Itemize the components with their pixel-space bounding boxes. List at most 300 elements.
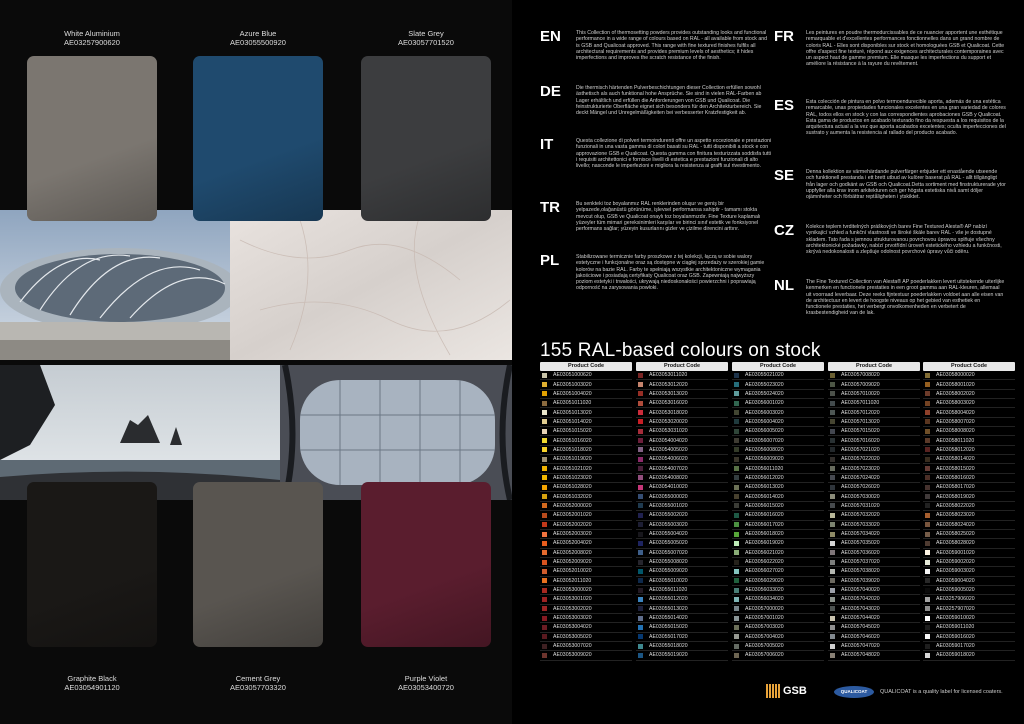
product-code: AE03051015020: [553, 428, 592, 435]
product-code: AE03051003020: [553, 381, 592, 388]
colour-chip: [925, 513, 930, 518]
product-code: AE03056005020: [745, 428, 784, 435]
product-code: AE03057003020: [745, 624, 784, 631]
colour-chip: [542, 653, 547, 658]
product-code: AE03058012020: [936, 446, 975, 453]
product-code: AE03053003020: [553, 615, 592, 622]
product-code: AE03058015020: [936, 465, 975, 472]
product-code: AE03059017020: [936, 643, 975, 650]
product-code: AE03056033020: [745, 587, 784, 594]
table-row: [828, 483, 920, 492]
colour-chip: [925, 429, 930, 434]
product-code: AE03057024020: [841, 474, 880, 481]
product-code: AE03055019020: [649, 652, 688, 659]
table-row: [540, 511, 632, 520]
table-row: [828, 455, 920, 464]
table-row: [732, 530, 824, 539]
colour-chip: [734, 522, 739, 527]
table-row: [828, 586, 920, 595]
product-code: AE03051021020: [553, 465, 592, 472]
table-row: [540, 408, 632, 417]
product-code: AE03058028020: [936, 540, 975, 547]
swatch-graphite-black: [27, 482, 157, 647]
product-code: AE03054007020: [649, 465, 688, 472]
right-page: [512, 0, 1024, 724]
colour-chip: [830, 588, 835, 593]
product-code: AE03055012020: [649, 596, 688, 603]
colour-chip: [830, 606, 835, 611]
table-header: Product Code: [732, 362, 824, 371]
table-header: Product Code: [636, 362, 728, 371]
table-row: [828, 614, 920, 623]
colour-chip: [542, 466, 547, 471]
table-row: [923, 539, 1015, 548]
colour-chip: [734, 606, 739, 611]
table-row: [828, 502, 920, 511]
product-code: AE03052003020: [553, 531, 592, 538]
product-code: AE03057038020: [841, 568, 880, 575]
product-code: AE03058025020: [936, 531, 975, 538]
table-row: [923, 558, 1015, 567]
colour-chip: [925, 401, 930, 406]
product-code: AE03054010020: [649, 484, 688, 491]
table-row: [636, 642, 728, 651]
table-row: [540, 436, 632, 445]
product-code: AE03052004020: [553, 540, 592, 547]
table-row: [923, 567, 1015, 576]
product-code: AE03051019020: [553, 456, 592, 463]
product-code: AE03059001020: [936, 549, 975, 556]
table-row: [828, 492, 920, 501]
qualicoat-block: [834, 686, 1003, 698]
colour-chip: [925, 447, 930, 452]
product-code: AE03053002020: [553, 605, 592, 612]
colour-chip: [638, 522, 643, 527]
colour-chip: [542, 373, 547, 378]
table-row: [636, 511, 728, 520]
table-row: [636, 418, 728, 427]
colour-chip: [542, 401, 547, 406]
colour-chip: [925, 606, 930, 611]
table-row: [636, 586, 728, 595]
colour-chip: [734, 429, 739, 434]
product-code: AE03057026020: [841, 484, 880, 491]
colour-chip: [830, 438, 835, 443]
colour-chip: [925, 410, 930, 415]
table-row: [923, 605, 1015, 614]
product-table-1: [540, 362, 632, 661]
colour-chip: [925, 503, 930, 508]
table-row: [732, 492, 824, 501]
colour-chip: [542, 391, 547, 396]
lang-code-se: SE: [774, 167, 795, 184]
product-code: AE03058001020: [936, 381, 975, 388]
swatch-white-aluminium: [27, 56, 157, 221]
colour-chip: [638, 597, 643, 602]
table-header: Product Code: [828, 362, 920, 371]
colour-chip: [925, 569, 930, 574]
colour-chip: [734, 569, 739, 574]
table-row: [732, 380, 824, 389]
product-code: AE03053012020: [649, 381, 688, 388]
swatch-label-azure-blue: Azure Blue AE03055500920: [230, 29, 286, 47]
product-table-2: [636, 362, 728, 661]
table-row: [732, 427, 824, 436]
lang-text-fr: Les peintures en poudre thermodurcissables de ce nuancier apportent une esthétique remarquable et d'excellentes performances fonctionnelles dans un grand nombre de coloris RAL - Elles sont disponibles sur stock et homologuées GSB et Qualicoat. Cette offre d'aspect fine texturé, répond aux exigences architecturales contemporaines avec un aspect haut de gamme premium. Elle masque les imperfections du support et améliore la résistance à la rayure du revêtement.: [806, 30, 1005, 68]
table-row: [540, 427, 632, 436]
colour-chip: [830, 522, 835, 527]
product-code: AE03051016020: [553, 437, 592, 444]
product-code: AE03053005020: [553, 633, 592, 640]
colour-chip: [925, 522, 930, 527]
colour-chip: [734, 475, 739, 480]
table-row: [923, 586, 1015, 595]
colour-chip: [638, 503, 643, 508]
colour-chip: [830, 419, 835, 424]
table-row: [828, 380, 920, 389]
table-row: [923, 464, 1015, 473]
table-row: [828, 549, 920, 558]
lang-code-es: ES: [774, 97, 795, 114]
product-table-3: [732, 362, 824, 661]
product-code: AE03056008020: [745, 446, 784, 453]
colour-chip: [830, 616, 835, 621]
product-code: AE03056017020: [745, 521, 784, 528]
table-row: [828, 633, 920, 642]
colours-heading: 155 RAL-based colours on stock: [540, 340, 821, 361]
colour-chip: [734, 597, 739, 602]
architecture-photo: [0, 210, 512, 360]
lang-text-de: Die thermisch härtenden Pulverbeschichtungen dieser Collection erfüllen sowohl ästhetisch als auch funktional hohe Ansprüche. Sie sind in vielen RAL-Farben ab Lager erhältlich und erfüllen die Anforderungen von GSB und Qualicoat. Die feinstrukturierte Oberfläche eignet sich besonders für den Architekturbereich. Sie deckt Mängel und Unregelmäßigkeiten bei verbesserter Kratzfestigkeit ab.: [576, 85, 762, 117]
product-code: AE03055018020: [649, 643, 688, 650]
table-row: [923, 502, 1015, 511]
product-code: AE03053018020: [649, 409, 688, 416]
product-code: AE03057035020: [841, 540, 880, 547]
product-code: AE03055009020: [649, 568, 688, 575]
colour-chip: [830, 475, 835, 480]
table-row: [636, 605, 728, 614]
colour-chip: [925, 419, 930, 424]
colour-chip: [734, 634, 739, 639]
colour-chip: [830, 429, 835, 434]
colour-chip: [734, 503, 739, 508]
table-row: [732, 436, 824, 445]
table-row: [828, 567, 920, 576]
lang-text-tr: Bu senkteki toz boyalanmız RAL renklerinden oluşur ve geniş bir yelpazede,olağanüstü görünüme, işlevsel performansa sahiptir - tamamı stokta mevcut olup, GSB ve Qualicoat onaylı toz boyalanmızdır. Fine Texture kaplamalı yüzeyler tüm mimari gereksinimleri karşılar ve birinci sınıf estetik ve fonksiyonel performans sağlar; yüzeyin kusurlarını gizler ve çizilme direncini arttırır.: [576, 201, 761, 233]
colour-chip: [830, 644, 835, 649]
product-code: AE03056003020: [745, 409, 784, 416]
colour-chip: [542, 522, 547, 527]
colour-chip: [542, 560, 547, 565]
table-row: [828, 446, 920, 455]
colour-chip: [542, 532, 547, 537]
product-code: AE03052002020: [553, 521, 592, 528]
colour-chip: [925, 541, 930, 546]
table-row: [540, 586, 632, 595]
product-table-5: [923, 362, 1015, 661]
colour-chip: [734, 373, 739, 378]
colour-chip: [734, 578, 739, 583]
table-row: [540, 455, 632, 464]
colour-chip: [542, 597, 547, 602]
product-code: AE03053000020: [553, 587, 592, 594]
product-code: AE03058002020: [936, 390, 975, 397]
table-row: [540, 623, 632, 632]
table-row: [828, 521, 920, 530]
colour-chip: [830, 391, 835, 396]
table-row: [923, 371, 1015, 380]
swatch-cement-grey: [193, 482, 323, 647]
product-code: AE03058000020: [936, 372, 975, 379]
product-code: AE03056014020: [745, 493, 784, 500]
colour-chip: [542, 606, 547, 611]
product-code: AE03057044020: [841, 615, 880, 622]
product-code: AE03059004020: [936, 577, 975, 584]
product-code: AE03056034020: [745, 596, 784, 603]
colour-chip: [542, 457, 547, 462]
lang-code-it: IT: [540, 136, 554, 153]
table-row: [923, 623, 1015, 632]
table-row: [540, 380, 632, 389]
lang-text-pl: Stabilizowane termicznie farby proszkowe z tej kolekcji, łączą w sobie walory estetyczne i funkcjonalne oraz są dostępne w ciągłej sprzedaży w szerokiej gamie kolorów na bazie RAL. Farby te spełniają wszystkie architektoniczne wymagania jakościowe i posiadają certyfikaty Qualicoat oraz GSB. Zapewniają najwyższy poziom estetyki i trwałości, ukrywają niedoskonałości powierzchni i poprawiają odporność na zarysowania powłoki.: [576, 254, 765, 292]
table-row: [540, 399, 632, 408]
table-row: [540, 418, 632, 427]
table-row: [923, 642, 1015, 651]
table-row: [828, 651, 920, 660]
table-row: [923, 614, 1015, 623]
table-row: [732, 614, 824, 623]
colour-chip: [830, 550, 835, 555]
table-row: [923, 380, 1015, 389]
table-row: [540, 446, 632, 455]
table-row: [540, 390, 632, 399]
product-code: AE03052001020: [553, 512, 592, 519]
product-code: AE03057031020: [841, 502, 880, 509]
product-code: AE03057011020: [841, 400, 880, 407]
colour-chip: [925, 644, 930, 649]
table-row: [540, 651, 632, 660]
product-code: AE03058024020: [936, 521, 975, 528]
product-code: AE03051011020: [553, 400, 592, 407]
product-code: AE03059016020: [936, 633, 975, 640]
product-code: AE03056018020: [745, 531, 784, 538]
product-code: AE03056004020: [745, 418, 784, 425]
table-row: [828, 418, 920, 427]
swatch-azure-blue: [193, 56, 323, 221]
table-row: [828, 408, 920, 417]
table-row: [923, 455, 1015, 464]
table-row: [636, 390, 728, 399]
table-row: [923, 436, 1015, 445]
colour-chip: [542, 494, 547, 499]
table-row: [923, 399, 1015, 408]
product-code: AE03053016020: [649, 400, 688, 407]
table-row: [923, 474, 1015, 483]
table-row: [828, 371, 920, 380]
colour-chip: [542, 503, 547, 508]
product-code: AE03052000020: [553, 502, 592, 509]
table-row: [540, 474, 632, 483]
product-code: AE03056022020: [745, 559, 784, 566]
colour-chip: [638, 475, 643, 480]
product-code: AE03057013020: [841, 418, 880, 425]
product-code: AE03058008020: [936, 428, 975, 435]
colour-chip: [925, 466, 930, 471]
product-code: AE03051023020: [553, 474, 592, 481]
table-row: [732, 511, 824, 520]
table-row: [540, 614, 632, 623]
table-row: [636, 399, 728, 408]
product-code: AE03055014020: [649, 615, 688, 622]
table-row: [923, 530, 1015, 539]
lang-code-nl: NL: [774, 277, 794, 294]
product-code: AE03057015020: [841, 428, 880, 435]
colour-chip: [638, 569, 643, 574]
colour-chip: [925, 588, 930, 593]
colour-chip: [734, 653, 739, 658]
product-code: AE03052009020: [553, 559, 592, 566]
table-row: [540, 530, 632, 539]
product-code: AE03057043020: [841, 605, 880, 612]
table-row: [636, 521, 728, 530]
colour-chip: [830, 541, 835, 546]
colour-chip: [638, 644, 643, 649]
colour-chip: [542, 429, 547, 434]
product-code: AE03057022020: [841, 456, 880, 463]
table-row: [540, 642, 632, 651]
table-row: [828, 511, 920, 520]
product-code: AE03054006020: [649, 456, 688, 463]
product-code: AE03051000620: [553, 372, 592, 379]
table-row: [828, 464, 920, 473]
table-row: [732, 455, 824, 464]
product-code: AE03055007020: [649, 549, 688, 556]
colour-chip: [830, 485, 835, 490]
table-row: [636, 595, 728, 604]
colour-chip: [542, 634, 547, 639]
lang-code-en: EN: [540, 28, 561, 45]
lang-code-pl: PL: [540, 252, 560, 269]
colour-chip: [734, 438, 739, 443]
product-code: AE03053013020: [649, 390, 688, 397]
table-row: [636, 483, 728, 492]
table-row: [732, 418, 824, 427]
table-row: [636, 455, 728, 464]
product-code: AE03055005020: [649, 540, 688, 547]
colour-chip: [830, 382, 835, 387]
product-code: AE03056011020: [745, 465, 784, 472]
product-code: AE03057030020: [841, 493, 880, 500]
product-code: AE03058019020: [936, 493, 975, 500]
product-code: AE03057047020: [841, 643, 880, 650]
table-row: [636, 633, 728, 642]
product-code: AE03059011020: [936, 624, 975, 631]
table-row: [732, 446, 824, 455]
colour-chip: [925, 597, 930, 602]
colour-chip: [542, 616, 547, 621]
colour-chip: [925, 550, 930, 555]
product-code: AE03055008020: [649, 559, 688, 566]
product-code: AE03057034020: [841, 531, 880, 538]
table-row: [923, 521, 1015, 530]
colour-chip: [734, 410, 739, 415]
colour-chip: [638, 532, 643, 537]
colour-chip: [734, 625, 739, 630]
table-row: [540, 483, 632, 492]
table-row: [923, 418, 1015, 427]
colour-chip: [638, 634, 643, 639]
product-code: AE03057006020: [745, 652, 784, 659]
gsb-text: GSB: [783, 685, 807, 697]
colour-chip: [830, 410, 835, 415]
table-row: [732, 502, 824, 511]
table-row: [540, 464, 632, 473]
product-code: AE03057045020: [841, 624, 880, 631]
qualicoat-logo-icon: QUALICOAT: [834, 686, 874, 698]
colour-chip: [734, 644, 739, 649]
colour-chip: [925, 475, 930, 480]
table-row: [828, 436, 920, 445]
lang-code-fr: FR: [774, 28, 794, 45]
table-row: [828, 605, 920, 614]
table-row: [923, 595, 1015, 604]
product-code: AE03055004020: [649, 531, 688, 538]
product-code: AE03053011020: [649, 372, 688, 379]
product-code: AE03055003020: [649, 521, 688, 528]
table-row: [636, 474, 728, 483]
colour-chip: [638, 391, 643, 396]
colour-chip: [925, 391, 930, 396]
colour-chip: [925, 457, 930, 462]
colour-chip: [638, 485, 643, 490]
colour-chip: [542, 447, 547, 452]
table-row: [636, 380, 728, 389]
lang-text-nl: The Fine Textured Collection van Alesta® AP poederlakken levert uitstekende uiterlijke kenmerken en functionele prestaties in een groot gamma aan RAL-kleuren, allemaal uit voorraad leverbaar. Deze reeks fijntextuur poederlakken voldoet aan alle eisen van de architectuur en levert de hoogste niveaus op het gebied van esthetiek en functionele prestaties, het verbergt onvolkomenheden en verbetert de krasbestendigheid van de lak.: [806, 279, 1005, 317]
colour-chip: [925, 532, 930, 537]
swatch-label-slate-grey: Slate Grey AE03057701520: [398, 29, 454, 47]
colour-chip: [734, 513, 739, 518]
product-code: AE03053009020: [553, 652, 592, 659]
table-row: [732, 595, 824, 604]
swatch-slate-grey: [361, 56, 491, 221]
swatch-label-purple-violet: Purple Violet AE03053400720: [398, 674, 454, 692]
colour-chip: [925, 653, 930, 658]
table-row: [636, 549, 728, 558]
product-code: AE03055015020: [649, 624, 688, 631]
product-code: AE03057048020: [841, 652, 880, 659]
product-code: AE03057000020: [745, 605, 784, 612]
colour-chip: [542, 513, 547, 518]
product-code: AE03058023020: [936, 512, 975, 519]
product-code: AE03057010020: [841, 390, 880, 397]
table-row: [923, 549, 1015, 558]
colour-chip: [638, 560, 643, 565]
table-row: [923, 511, 1015, 520]
colour-chip: [638, 373, 643, 378]
colour-chip: [734, 588, 739, 593]
colour-chip: [925, 625, 930, 630]
colour-chip: [638, 588, 643, 593]
product-code: AE03057032020: [841, 512, 880, 519]
product-code: AE03059003020: [936, 568, 975, 575]
table-row: [828, 427, 920, 436]
product-code: AE03056021020: [745, 549, 784, 556]
table-row: [923, 651, 1015, 660]
colour-chip: [734, 447, 739, 452]
colour-chip: [925, 616, 930, 621]
table-row: [732, 633, 824, 642]
product-code: AE03057039020: [841, 577, 880, 584]
